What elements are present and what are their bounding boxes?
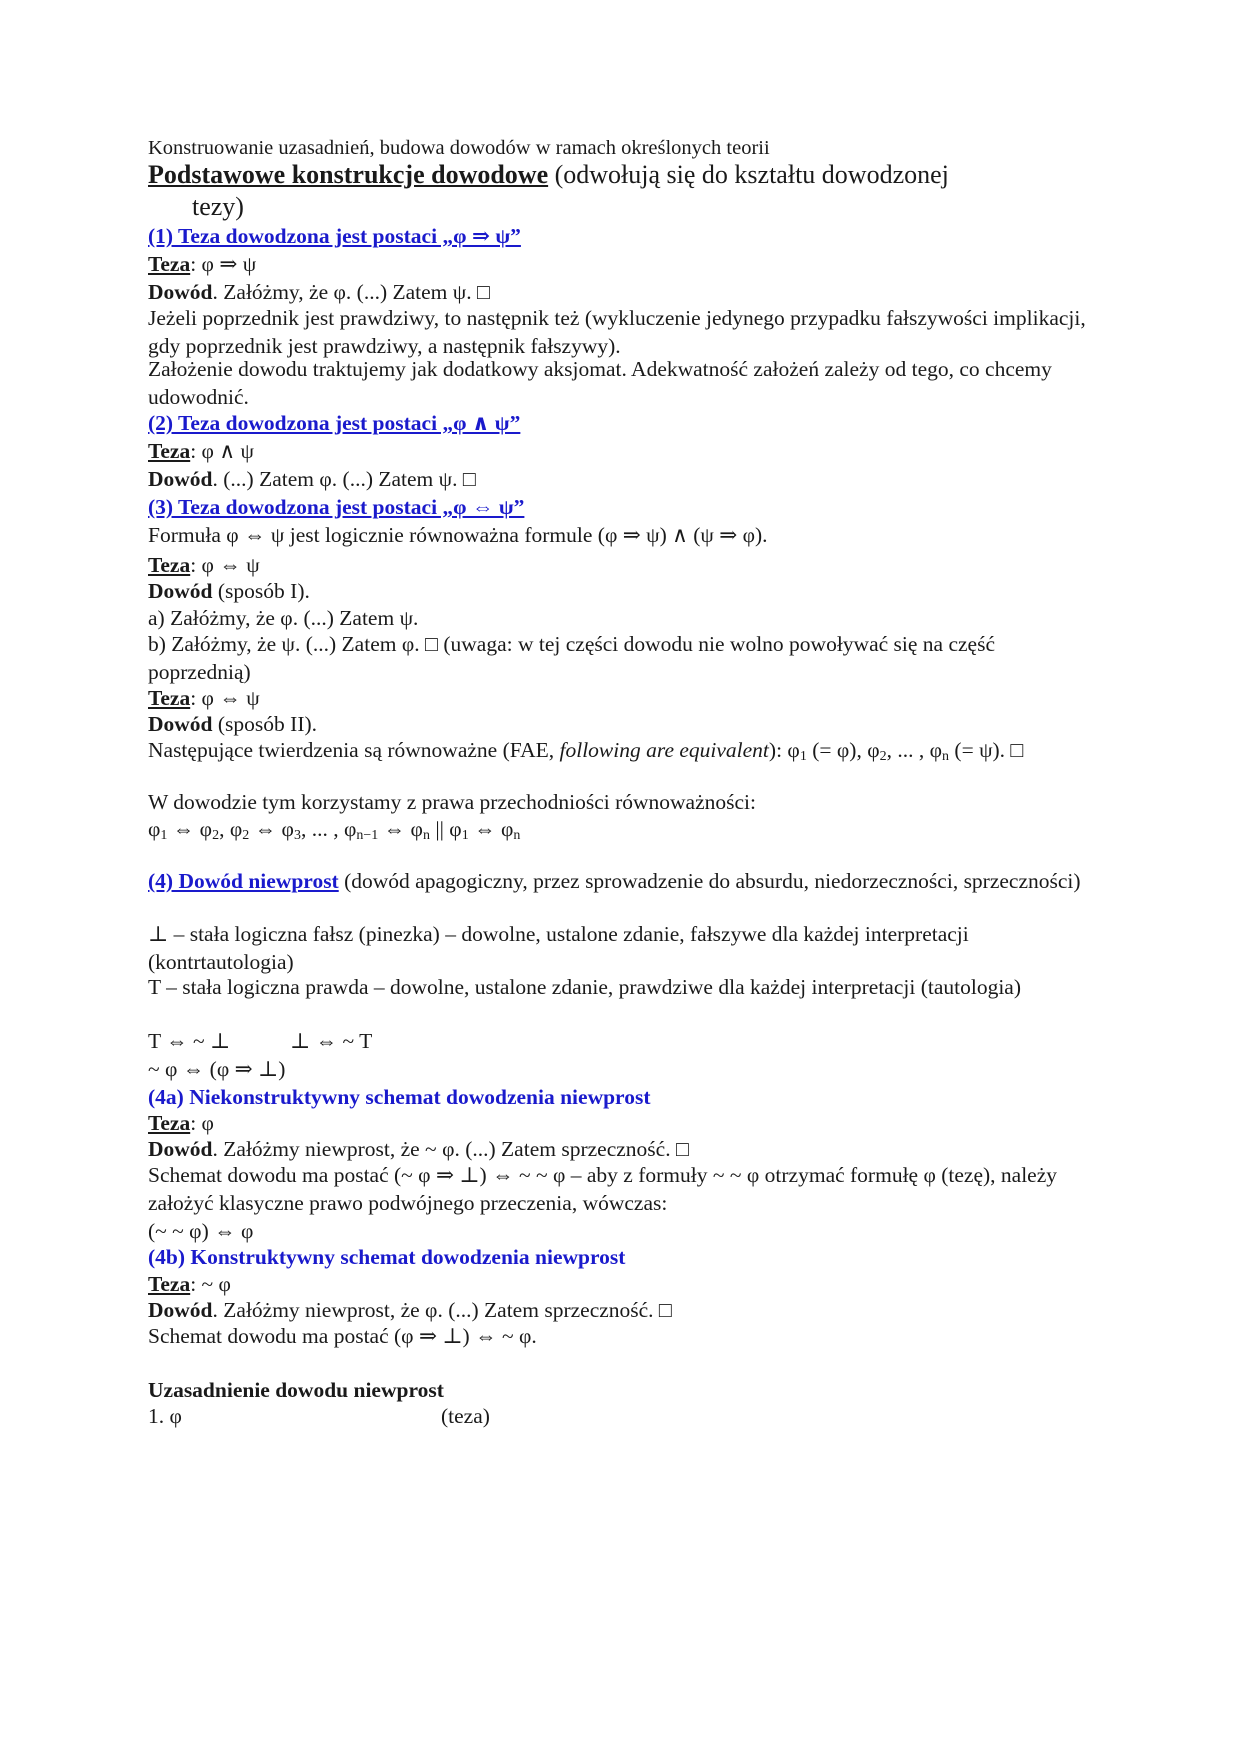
title-rest: (odwołują się do kształtu dowodzonej [548, 160, 949, 189]
section-3-teza-2 [148, 684, 260, 712]
falsum-definition: ⊥ – stała logiczna fałsz (pinezka) – dowolne, ustalone zdanie, fałszywe dla każdej interpretacji (kontrtautologia) [148, 922, 969, 974]
section-3-teza [148, 551, 260, 579]
chain-part: φ [148, 817, 161, 841]
dowod-text: . Załóżmy niewprost, że ~ φ. (...) Zatem sprzeczność. □ [212, 1137, 689, 1161]
uzasadnienie-row-1-right: (teza) [441, 1404, 490, 1428]
section-3-transitivity: W dowodzie tym korzystamy z prawa przechodniości równoważności: [148, 790, 756, 814]
section-4-heading-block [148, 867, 1088, 895]
fae-subscript: n [942, 749, 950, 764]
dowod-label: Dowód [148, 1298, 213, 1322]
uzasadnienie-row-1-left: 1. φ [148, 1404, 182, 1428]
fae-text: (= φ), φ [806, 738, 880, 762]
chain-part: ⇔ φ [249, 817, 294, 841]
dowod-label: Dowód [148, 1137, 213, 1161]
teza-formula: : φ ⇔ ψ [190, 553, 260, 577]
chain-part: || φ [429, 817, 462, 841]
section-1-note-1: Jeżeli poprzednik jest prawdziwy, to następnik też (wykluczenie jedynego przypadku fałszywości implikacji, gdy poprzednik jest prawdziwy, a następnik fałszywy). [148, 306, 1086, 358]
teza-formula: : φ ∧ ψ [190, 439, 254, 463]
section-4b-dowod [148, 1296, 672, 1324]
teza-label: Teza [148, 1111, 191, 1135]
dowod-text: . Załóżmy niewprost, że φ. (...) Zatem sprzeczność. □ [212, 1298, 672, 1322]
section-3-formula: Formuła φ ⇔ ψ jest logicznie równoważna formule (φ ⇒ ψ) ∧ (ψ ⇒ φ). [148, 523, 768, 547]
fae-italic: following are equivalent [559, 738, 769, 762]
page-title [148, 158, 1088, 192]
title-bold: Podstawowe konstrukcje dowodowe [148, 160, 549, 189]
equivalence-3: ~ φ ⇔ (φ ⇒ ⊥) [148, 1057, 286, 1081]
teza-formula: : φ ⇒ ψ [190, 252, 257, 276]
document-intro: Konstruowanie uzasadnień, budowa dowodów w ramach określonych teorii [148, 137, 770, 159]
dowod-label: Dowód [148, 467, 213, 491]
dowod-label: Dowód [148, 712, 213, 736]
section-2-teza [148, 437, 254, 465]
section-3-dowod-2 [148, 710, 317, 738]
equivalence-2: ⊥ ⇔ ~ T [290, 1029, 373, 1053]
chain-subscript: 1 [160, 828, 168, 843]
fae-text: (= ψ). □ [949, 738, 1024, 762]
dowod-label: Dowód [148, 280, 213, 304]
chain-subscript: 2 [212, 828, 220, 843]
section-3-fae [148, 736, 1088, 764]
dowod-text: (sposób I). [212, 579, 310, 603]
section-3-heading[interactable]: (3) Teza dowodzona jest postaci „φ ⇔ ψ” [148, 495, 525, 519]
equivalence-1: T ⇔ ~ ⊥ [148, 1029, 231, 1053]
section-2-dowod [148, 465, 476, 493]
section-4b-schemat: Schemat dowodu ma postać (φ ⇒ ⊥) ⇔ ~ φ. [148, 1324, 537, 1348]
verum-definition: T – stała logiczna prawda – dowolne, ustalone zdanie, prawdziwe dla każdej interpretacji (tautologia) [148, 975, 1021, 999]
chain-subscript: n−1 [356, 828, 379, 843]
teza-formula: : ~ φ [190, 1272, 231, 1296]
chain-part: , φ [219, 817, 243, 841]
dowod-text: . Załóżmy, że φ. (...) Zatem ψ. □ [212, 280, 490, 304]
section-3-step-a: a) Załóżmy, że φ. (...) Zatem ψ. [148, 606, 419, 630]
teza-label: Teza [148, 553, 191, 577]
teza-label: Teza [148, 252, 191, 276]
fae-text: , ... , φ [886, 738, 943, 762]
chain-subscript: 3 [293, 828, 301, 843]
section-4a-teza [148, 1109, 214, 1137]
section-3-chain [148, 815, 520, 843]
section-4-heading[interactable]: (4) Dowód niewprost [148, 869, 339, 893]
uzasadnienie-heading: Uzasadnienie dowodu niewprost [148, 1378, 444, 1402]
title-continuation: tezy) [192, 192, 244, 221]
fae-subscript: 2 [879, 749, 887, 764]
chain-part: , ... , φ [300, 817, 357, 841]
chain-subscript: 1 [461, 828, 469, 843]
fae-text: Następujące twierdzenia są równoważne (FAE, [148, 738, 560, 762]
dowod-text: . (...) Zatem φ. (...) Zatem ψ. □ [212, 467, 476, 491]
chain-subscript: n [422, 828, 430, 843]
teza-label: Teza [148, 439, 191, 463]
fae-text: ): φ [768, 738, 800, 762]
teza-label: Teza [148, 686, 191, 710]
teza-formula: : φ [190, 1111, 214, 1135]
teza-label: Teza [148, 1272, 191, 1296]
section-4a-heading: (4a) Niekonstruktywny schemat dowodzenia niewprost [148, 1085, 651, 1109]
section-1-teza [148, 250, 256, 278]
section-4a-schemat: Schemat dowodu ma postać (~ φ ⇒ ⊥) ⇔ ~ ~ φ – aby z formuły ~ ~ φ otrzymać formułę φ (tezę), należy założyć klasyczne prawo podwójnego przeczenia, wówczas: [148, 1163, 1058, 1215]
section-1-dowod [148, 278, 490, 306]
section-2-heading[interactable]: (2) Teza dowodzona jest postaci „φ ∧ ψ” [148, 411, 521, 435]
chain-part: ⇔ φ [167, 817, 213, 841]
section-1-note-2: Założenie dowodu traktujemy jak dodatkowy aksjomat. Adekwatność założeń zależy od tego, co chcemy udowodnić. [148, 357, 1052, 409]
dowod-text: (sposób II). [212, 712, 318, 736]
section-3-step-b: b) Załóżmy, że ψ. (...) Zatem φ. □ (uwaga: w tej części dowodu nie wolno powoływać się na część poprzednią) [148, 632, 995, 684]
chain-part: ⇔ φ [378, 817, 423, 841]
section-3-dowod-1 [148, 577, 310, 605]
chain-subscript: 2 [242, 828, 250, 843]
chain-part: ⇔ φ [468, 817, 514, 841]
teza-formula: : φ ⇔ ψ [190, 686, 260, 710]
section-4a-law: (~ ~ φ) ⇔ φ [148, 1219, 254, 1243]
section-4b-teza [148, 1270, 231, 1298]
section-4b-heading: (4b) Konstruktywny schemat dowodzenia niewprost [148, 1245, 626, 1269]
fae-subscript: 1 [799, 749, 807, 764]
dowod-label: Dowód [148, 579, 213, 603]
chain-subscript: n [513, 828, 521, 843]
section-4-description: (dowód apagogiczny, przez sprowadzenie do absurdu, niedorzeczności, sprzeczności) [338, 869, 1081, 893]
section-1-heading[interactable]: (1) Teza dowodzona jest postaci „φ ⇒ ψ” [148, 224, 521, 248]
section-4a-dowod [148, 1135, 689, 1163]
